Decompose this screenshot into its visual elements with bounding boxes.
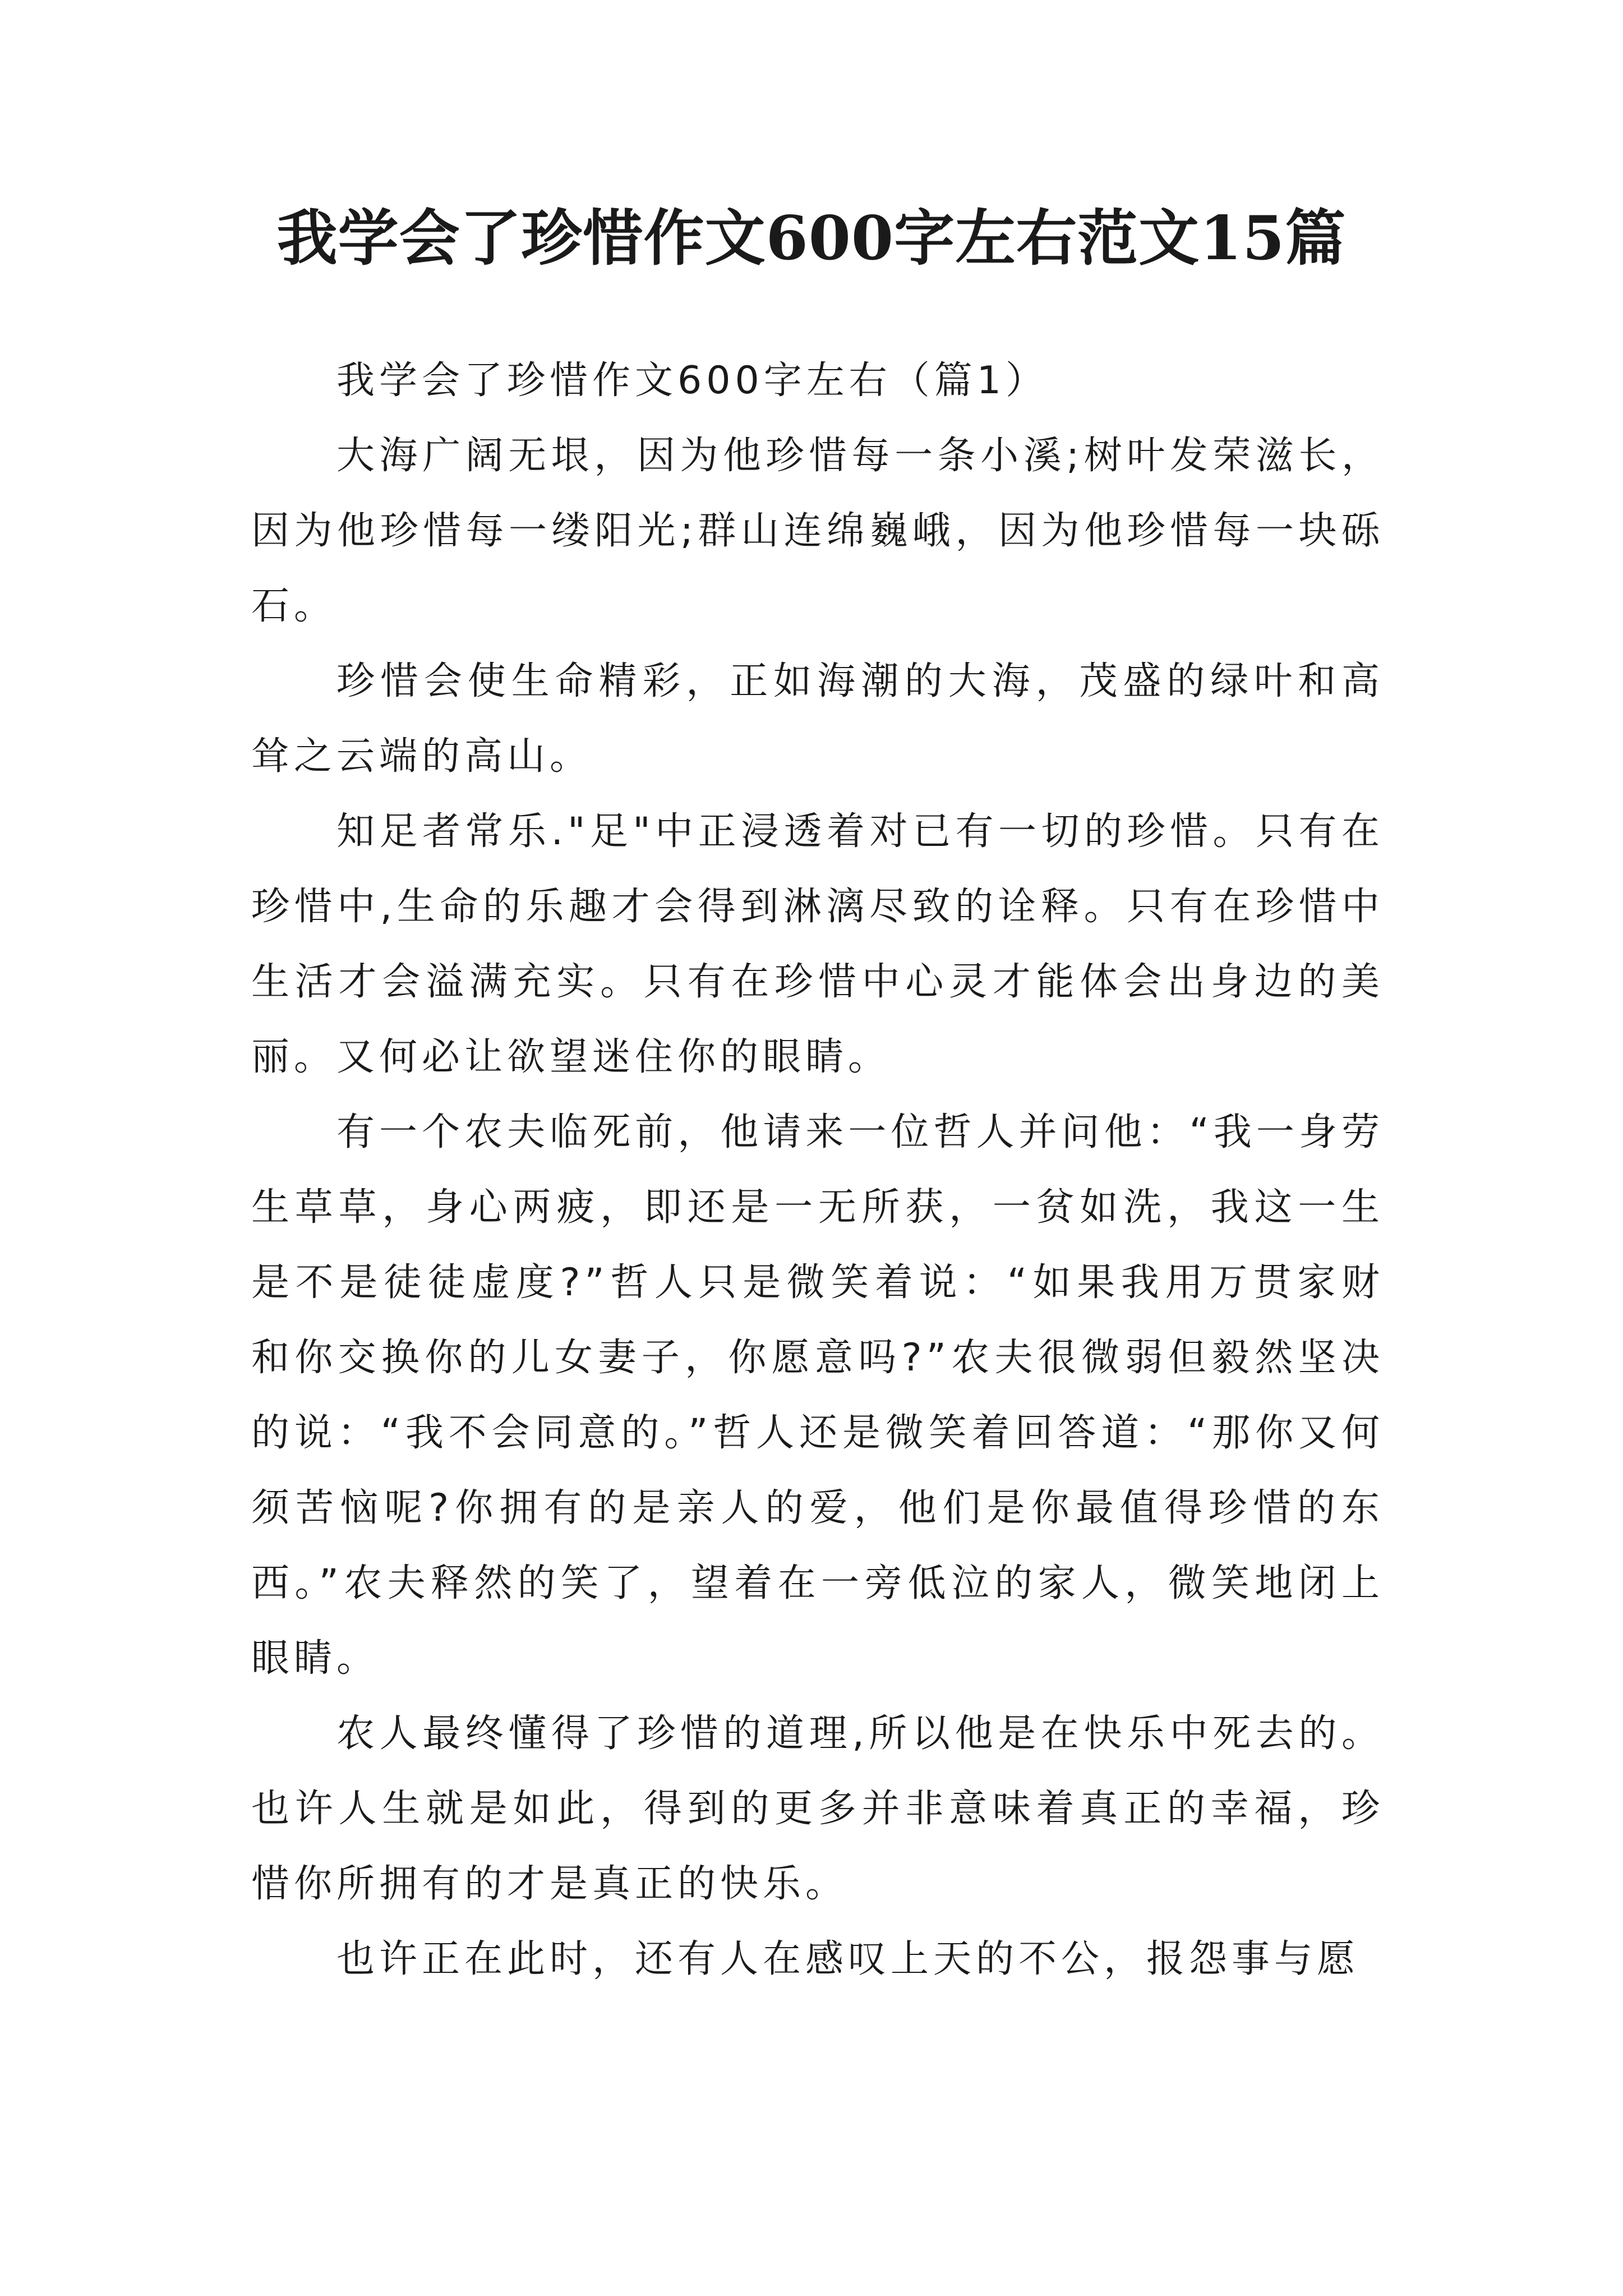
section-heading: 我学会了珍惜作文600字左右（篇1） [336,358,1049,403]
paragraph: 农人最终懂得了珍惜的道理,所以他是在快乐中死去的。也许人生就是如此，得到的更多并非意味着真正的幸福，珍惜你所拥有的才是真正的快乐。 [251,1711,1384,1906]
paragraph: 也许正在此时，还有人在感叹上天的不公，报怨事与愿 [336,1937,1360,1981]
paragraph: 珍惜会使生命精彩，正如海潮的大海，茂盛的绿叶和高耸之云端的高山。 [251,659,1384,779]
paragraph: 知足者常乐."足"中正浸透着对已有一切的珍惜。只有在珍惜中,生命的乐趣才会得到淋漓尽致的诠释。只有在珍惜中生活才会溢满充实。只有在珍惜中心灵才能体会出身边的美丽。又何必让欲望迷住你的眼睛。 [251,809,1384,1079]
paragraph: 大海广阔无垠，因为他珍惜每一条小溪;树叶发荣滋长，因为他珍惜每一缕阳光;群山连绵巍峨，因为他珍惜每一块砾石。 [251,434,1384,628]
document-body [251,343,1384,1997]
document-title: 我学会了珍惜作文600字左右范文15篇 [276,203,1347,274]
paragraph: 有一个农夫临死前，他请来一位哲人并问他：“我一身劳生草草，身心两疲，即还是一无所获，一贫如洗，我这一生是不是徒徒虚度?”哲人只是微笑着说：“如果我用万贯家财和你交换你的儿女妻子，你愿意吗?”农夫很微弱但毅然坚决的说：“我不会同意的。”哲人还是微笑着回答道：“那你又何须苦恼呢?你拥有的是亲人的爱，他们是你最值得珍惜的东西。”农夫释然的笑了，望着在一旁低泣的家人，微笑地闭上眼睛。 [251,1110,1384,1681]
